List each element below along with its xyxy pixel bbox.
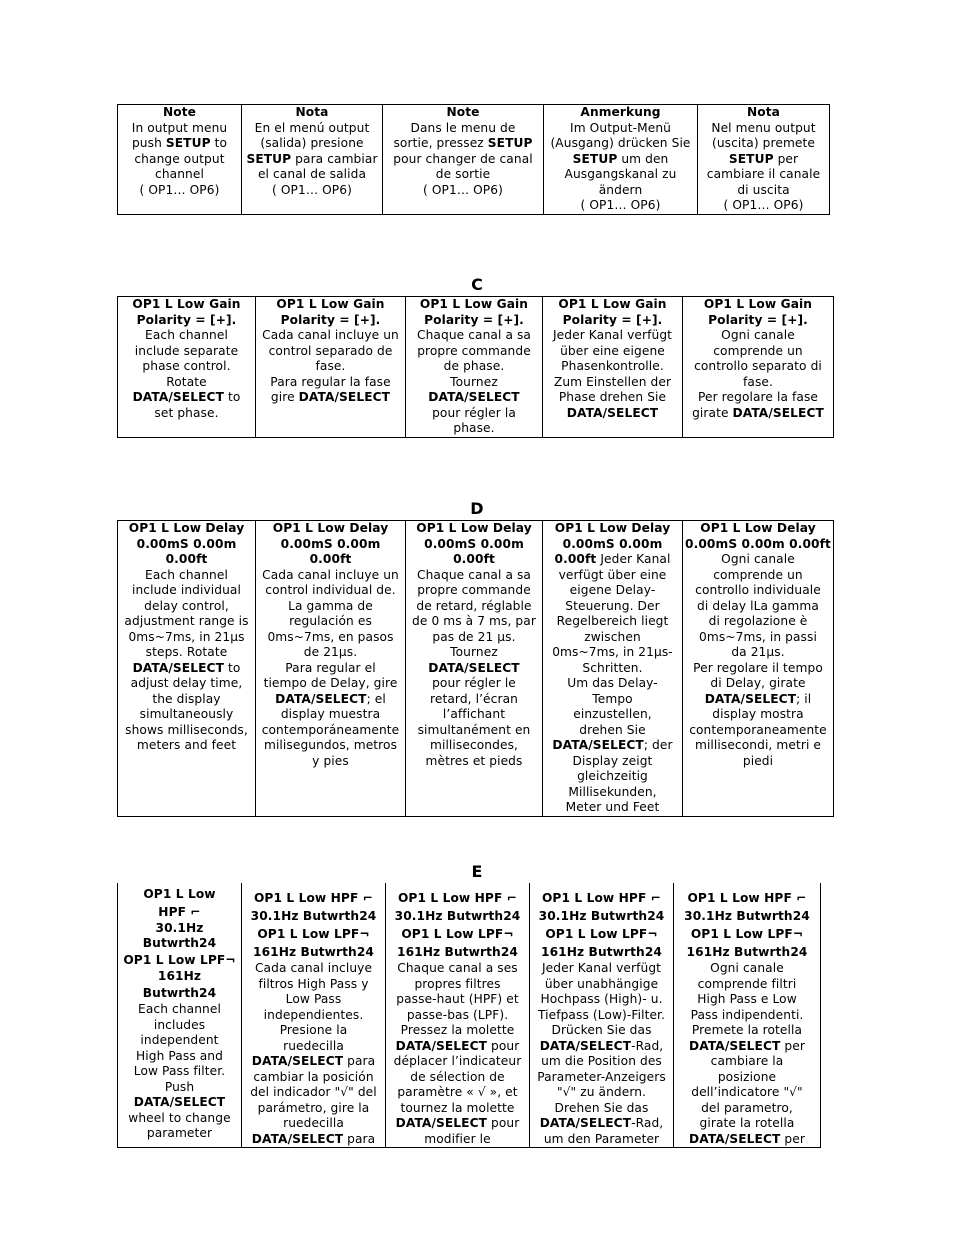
cell-text-line: Cada canal incluye un bbox=[262, 328, 399, 342]
cell-text-line: dell’indicatore "√" bbox=[691, 1085, 803, 1099]
cell-text-line: pour régler la bbox=[432, 405, 516, 420]
note-cell-es: Nota En el menú output (salida) presione SETUP para cambiar el canal de salida ( OP1… OP6) bbox=[242, 105, 383, 215]
cell-text-line: Jeder Kanal verfügt bbox=[552, 328, 673, 342]
cell-text-line: di regolazione è bbox=[708, 614, 808, 628]
section-e-cell-en bbox=[118, 883, 242, 1148]
cell-text-line: comprende un bbox=[713, 567, 803, 582]
note-cell-de: Anmerkung Im Output-Menü (Ausgang) drücken Sie SETUP um den Ausgangskanal zu ändern ( OP1… OP6) bbox=[544, 105, 698, 215]
cell-text-line: includes bbox=[153, 1017, 206, 1032]
cell-text-line: Ogni canale bbox=[721, 328, 795, 342]
cell-text-line: Push bbox=[164, 1079, 195, 1094]
cell-heading: 161Hz Butwrth24 bbox=[686, 945, 808, 959]
cell-text-line: de 0 ms à 7 ms, par bbox=[412, 614, 536, 628]
cell-heading: 0.00ft bbox=[165, 552, 208, 566]
cell-text-line: ruedecilla bbox=[283, 1038, 344, 1053]
cell-text-line: retard, l’écran bbox=[430, 691, 518, 706]
cell-text-line: l’affichant bbox=[442, 707, 506, 721]
cell-text-line: drehen Sie bbox=[579, 722, 646, 737]
cell-text-line: set phase. bbox=[154, 405, 219, 420]
table-row bbox=[118, 105, 830, 215]
cell-text-line: 0ms~7ms, in 21µs bbox=[128, 629, 245, 644]
cell-text-line: Chaque canal a sa bbox=[416, 328, 532, 342]
cell-text-line: Zum Einstellen der bbox=[553, 374, 672, 389]
note-text-line: di uscita bbox=[737, 182, 790, 197]
note-text-line: Nel menu output bbox=[711, 120, 816, 135]
note-heading: Nota bbox=[295, 105, 329, 119]
section-d-cell-it: OP1 L Low Delay 0.00mS 0.00m 0.00ft Ogni canale comprende un controllo individuale di delay lLa gamma di regolazione è 0ms~7ms, in passi da 21µs. Per regolare il tempo di Delay, girate DATA/SELECT; il display mostra contemporaneamente millisecondi, metri e piedi bbox=[683, 521, 834, 817]
cell-heading: OP1 L Low bbox=[143, 887, 216, 901]
cell-heading: OP1 L Low Delay bbox=[272, 521, 389, 535]
cell-text-line: 0ms~7ms, en pasos bbox=[267, 629, 394, 644]
cell-text-line: phase. bbox=[453, 421, 495, 435]
note-text-line: ( OP1… OP6) bbox=[139, 182, 220, 197]
note-table bbox=[117, 104, 830, 215]
cell-text-line: contemporaneamente bbox=[689, 722, 827, 737]
cell-heading: OP1 L Low HPF ⌐ bbox=[687, 891, 807, 905]
cell-heading: OP1 L Low Delay bbox=[416, 521, 532, 535]
cell-text-line: mètres et pieds bbox=[425, 753, 523, 768]
cell-heading: OP1 L Low HPF ⌐ bbox=[397, 891, 518, 905]
cell-text-line: posizione bbox=[717, 1069, 777, 1084]
cell-text-line: Meter und Feet bbox=[565, 800, 660, 814]
cell-text-line: Ogni canale bbox=[710, 961, 784, 975]
cell-heading: OP1 L Low LPF¬ bbox=[401, 927, 514, 941]
cell-heading: OP1 L Low Gain bbox=[703, 297, 813, 311]
cell-text-line: parámetro, gire la bbox=[257, 1100, 370, 1115]
cell-heading: 161Hz Butwrth24 bbox=[396, 945, 518, 959]
section-d-cell-fr bbox=[406, 521, 543, 817]
cell-text-line: piedi bbox=[742, 753, 774, 768]
note-heading: Note bbox=[446, 105, 480, 119]
cell-text-line: Premete la rotella bbox=[691, 1023, 803, 1037]
note-text-line: cambiare il canale bbox=[706, 167, 821, 181]
cell-text-line: Each channel bbox=[145, 567, 228, 582]
cell-text-line: Display zeigt bbox=[572, 753, 653, 768]
note-text-line: ( OP1… OP6) bbox=[580, 198, 661, 212]
cell-text-line: Drehen Sie das bbox=[554, 1100, 649, 1115]
cell-text-line: passe-bas (LPF). bbox=[406, 1007, 509, 1022]
note-cell-fr: Note Dans le menu de sortie, pressez SETUP pour changer de canal de sortie ( OP1… OP6) bbox=[383, 105, 544, 215]
cell-keyword: DATA/SELECT bbox=[566, 405, 659, 420]
section-d-cell-en: OP1 L Low Delay 0.00mS 0.00m 0.00ft Each channel include individual delay control, adjustment range is 0ms~7ms, in 21µs steps. Rotate DATA/SELECT to adjust delay time, the display simultaneously shows milliseconds, meters and feet bbox=[118, 521, 256, 817]
cell-text-line: display mostra bbox=[712, 707, 804, 721]
cell-heading: Polarity = [+]. bbox=[280, 312, 381, 327]
cell-text-line: Um das Delay- bbox=[567, 676, 658, 690]
cell-text-line: controllo individuale bbox=[695, 583, 821, 597]
cell-text-line: Para regular el bbox=[285, 660, 376, 675]
cell-text-line: millisecondi, metri e bbox=[694, 738, 822, 752]
cell-keyword: DATA/SELECT bbox=[133, 1095, 226, 1109]
cell-text-line: display muestra bbox=[280, 707, 381, 721]
note-text-line: change output bbox=[134, 151, 225, 166]
table-row bbox=[118, 521, 834, 817]
cell-text-line: fase. bbox=[315, 359, 346, 373]
cell-heading: 30.1Hz Butwrth24 bbox=[250, 909, 377, 923]
cell-text-line: include separate bbox=[134, 343, 239, 358]
table-row bbox=[118, 297, 834, 438]
cell-heading: OP1 L Low Gain bbox=[132, 297, 241, 311]
cell-heading: Polarity = [+]. bbox=[708, 312, 808, 327]
note-text-line: (salida) presione bbox=[260, 136, 364, 150]
cell-heading: Polarity = [+]. bbox=[424, 312, 524, 327]
cell-heading: 30.1Hz Butwrth24 bbox=[684, 909, 810, 923]
cell-heading: OP1 L Low Gain bbox=[276, 297, 385, 311]
note-text-line: In output menu bbox=[131, 120, 228, 135]
cell-text-line: Cada canal incluye un bbox=[262, 567, 399, 582]
cell-text-line: High Pass e Low bbox=[697, 992, 797, 1006]
note-text-line: el canal de salida bbox=[257, 167, 367, 181]
note-text-line: Im Output-Menü bbox=[570, 120, 671, 135]
cell-text-line: de phase. bbox=[443, 359, 505, 373]
cell-text-line: paramètre « √ », et bbox=[397, 1085, 518, 1099]
section-e-title: E bbox=[471, 862, 483, 881]
cell-text-line: eigene Delay- bbox=[569, 583, 656, 597]
note-text-line: ( OP1… OP6) bbox=[272, 182, 352, 197]
cell-text-line: tiempo de Delay, gire bbox=[263, 676, 398, 690]
cell-text-line: über unabhängige bbox=[544, 976, 659, 991]
section-e-cell-es: OP1 L Low HPF ⌐ 30.1Hz Butwrth24 OP1 L Low LPF¬ 161Hz Butwrth24 Cada canal incluye filtros High Pass y Low Pass independientes. Presione la ruedecilla DATA/SELECT para cambiar la posición del indicador "√" del parámetro, gire la ruedecilla DATA/SELECT para bbox=[242, 883, 386, 1148]
cell-heading: Polarity = [+]. bbox=[562, 312, 663, 327]
cell-text-line: Millisekunden, bbox=[568, 784, 657, 799]
note-text-line: (uscita) premete bbox=[711, 136, 815, 150]
note-text-line: pour changer de canal bbox=[393, 151, 533, 166]
cell-text-line: Phase drehen Sie bbox=[558, 390, 667, 404]
cell-heading: OP1 L Low Gain bbox=[419, 297, 529, 311]
section-e-cell-it: OP1 L Low HPF ⌐ 30.1Hz Butwrth24 OP1 L Low LPF¬ 161Hz Butwrth24 Ogni canale comprende filtri High Pass e Low Pass indipendenti. Premete la rotella DATA/SELECT per cambiare la posizione dell’indicatore "√" del parametro, girate la rotella DATA/SELECT per bbox=[674, 883, 821, 1148]
table-row bbox=[118, 883, 821, 1148]
cell-heading: 161Hz Butwrth24 bbox=[540, 945, 662, 959]
cell-text-line: wheel to change bbox=[128, 1110, 231, 1125]
cell-text-line: Each channel bbox=[138, 1002, 221, 1016]
cell-heading: OP1 L Low Delay bbox=[700, 521, 816, 535]
section-d-cell-de: OP1 L Low Delay 0.00mS 0.00m 0.00ft Jeder Kanal verfügt über eine eigene Delay- Steuerung. Der Regelbereich liegt zwischen 0ms~7ms, in 21µs- Schritten. Um das Delay- Tempo einzustellen, drehen Sie DATA/SELECT; der Display zeigt gleichzeitig Millisekunden, Meter und Feet bbox=[543, 521, 683, 817]
note-text-line: channel bbox=[155, 167, 204, 181]
cell-text-line: de sélection de bbox=[410, 1069, 505, 1084]
cell-heading: OP1 L Low LPF¬ bbox=[123, 953, 236, 967]
cell-heading: 30.1Hz Butwrth24 bbox=[394, 909, 521, 923]
cell-heading: OP1 L Low LPF¬ bbox=[690, 927, 804, 941]
cell-text-line: Regelbereich liegt bbox=[556, 614, 669, 628]
cell-text-line: contemporáneamente bbox=[261, 722, 400, 737]
cell-text-line: adjust delay time, bbox=[130, 676, 243, 690]
note-text-line: ändern bbox=[598, 182, 643, 197]
cell-text-line: La gamma de bbox=[288, 598, 373, 613]
section-c-cell-it: OP1 L Low Gain Polarity = [+]. Ogni canale comprende un controllo separato di fase. Per regolare la fase girate DATA/SELECT bbox=[683, 297, 834, 438]
cell-text-line: Para regular la fase bbox=[270, 374, 391, 389]
cell-text-line: Tournez bbox=[450, 645, 498, 659]
section-c-cell-de bbox=[543, 297, 683, 438]
cell-text-line: include individual bbox=[132, 583, 241, 597]
section-e-cell-de: OP1 L Low HPF ⌐ 30.1Hz Butwrth24 OP1 L Low LPF¬ 161Hz Butwrth24 Jeder Kanal verfügt über unabhängige Hochpass (High)- u. Tiefpass (Low)-Filter. Drücken Sie das DATA/SELECT-Rad, um die Position des Parameter-Anzeigers "√" zu ändern. Drehen Sie das DATA/SELECT-Rad, um den Parameter bbox=[530, 883, 674, 1148]
cell-text-line: um die Position des bbox=[541, 1054, 662, 1068]
cell-text-line: independientes. bbox=[263, 1007, 364, 1022]
cell-heading: OP1 L Low Delay bbox=[128, 521, 245, 535]
cell-heading: OP1 L Low LPF¬ bbox=[257, 927, 370, 941]
cell-text-line: the display bbox=[152, 691, 221, 706]
cell-text-line: de retard, réglable bbox=[416, 598, 532, 613]
cell-text-line: Jeder Kanal verfügt bbox=[541, 961, 662, 975]
cell-text-line: einzustellen, bbox=[573, 707, 652, 721]
cell-heading: OP1 L Low LPF¬ bbox=[545, 927, 658, 941]
cell-text-line: cambiar la posición bbox=[253, 1069, 374, 1084]
note-text-line: de sortie bbox=[435, 167, 491, 181]
cell-heading: 161Hz bbox=[157, 969, 202, 983]
cell-text-line: da 21µs. bbox=[731, 645, 785, 659]
section-c-table bbox=[117, 296, 834, 438]
cell-text-line: delay control, bbox=[144, 598, 229, 613]
cell-text-line: Per regolare il tempo bbox=[693, 660, 823, 675]
cell-text-line: comprende un bbox=[713, 343, 803, 358]
cell-text-line: simultanément en bbox=[417, 722, 531, 737]
note-text-line: Ausgangskanal zu bbox=[564, 167, 677, 181]
cell-text-line: déplacer l’indicateur bbox=[393, 1054, 522, 1068]
section-d-table bbox=[117, 520, 834, 817]
note-text-line: ( OP1… OP6) bbox=[723, 198, 804, 212]
cell-text-line: de 21µs. bbox=[303, 645, 358, 659]
cell-heading: 161Hz Butwrth24 bbox=[252, 945, 374, 959]
section-c-cell-es: OP1 L Low Gain Polarity = [+]. Cada canal incluye un control separado de fase. Para regular la fase gire DATA/SELECT bbox=[256, 297, 406, 438]
cell-text-line: di Delay, girate bbox=[710, 676, 806, 690]
note-text-line: ( OP1… OP6) bbox=[423, 182, 503, 197]
cell-heading: 30.1Hz bbox=[155, 921, 204, 935]
cell-heading: OP1 L Low Gain bbox=[558, 297, 667, 311]
cell-text-line: um den Parameter bbox=[543, 1131, 660, 1146]
cell-text-line: shows milliseconds, bbox=[125, 722, 248, 737]
cell-text-line: Tiefpass (Low)-Filter. bbox=[537, 1007, 666, 1022]
cell-heading: 0.00ft bbox=[453, 552, 495, 566]
cell-text-line: 0ms~7ms, in 21µs- bbox=[552, 645, 673, 659]
section-c-cell-en: OP1 L Low Gain Polarity = [+]. Each channel include separate phase control. Rotate DATA/SELECT to set phase. bbox=[118, 297, 256, 438]
cell-text-line: passe-haut (HPF) et bbox=[396, 992, 519, 1006]
cell-text-line: modifier le bbox=[424, 1131, 491, 1146]
cell-text-line: verfügt über eine bbox=[558, 567, 667, 582]
cell-text-line: millisecondes, bbox=[429, 738, 518, 752]
cell-keyword: DATA/SELECT bbox=[428, 660, 520, 675]
cell-heading: 30.1Hz Butwrth24 bbox=[538, 909, 665, 923]
cell-text-line: cambiare la bbox=[710, 1054, 784, 1068]
section-e-table bbox=[117, 883, 821, 1148]
cell-heading: 0.00mS 0.00m bbox=[424, 536, 524, 551]
cell-text-line: Hochpass (High)- u. bbox=[540, 992, 663, 1006]
section-d-cell-es: OP1 L Low Delay 0.00mS 0.00m 0.00ft Cada canal incluye un control individual de. La gamma de regulación es 0ms~7ms, en pasos de 21µs. Para regular el tiempo de Delay, gire DATA/SELECT; el display muestra contemporáneamente milisegundos, metros y pies bbox=[256, 521, 406, 817]
cell-heading: OP1 L Low HPF ⌐ bbox=[541, 891, 662, 905]
note-heading: Nota bbox=[746, 105, 781, 119]
cell-heading: 0.00mS 0.00m 0.00ft bbox=[685, 536, 831, 551]
cell-text-line: Rotate bbox=[166, 374, 207, 389]
cell-text-line: Presione la bbox=[279, 1023, 348, 1037]
note-text-line: (Ausgang) drücken Sie bbox=[550, 136, 691, 150]
cell-text-line: y pies bbox=[312, 753, 349, 768]
cell-text-line: Cada canal incluye bbox=[254, 961, 373, 975]
cell-heading: Polarity = [+]. bbox=[136, 312, 237, 327]
cell-text-line: zwischen bbox=[584, 629, 641, 644]
cell-text-line: Chaque canal a ses bbox=[397, 961, 518, 975]
cell-text-line: propre commande bbox=[417, 583, 531, 597]
cell-heading: Butwrth24 bbox=[142, 936, 217, 950]
cell-text-line: Tournez bbox=[450, 374, 498, 389]
cell-text-line: Each channel bbox=[145, 328, 228, 342]
cell-text-line: di delay lLa gamma bbox=[697, 598, 819, 613]
cell-text-line: fase. bbox=[743, 374, 773, 389]
cell-text-line: ruedecilla bbox=[283, 1116, 344, 1130]
cell-heading: OP1 L Low HPF ⌐ bbox=[253, 891, 374, 905]
note-text-line: En el menú output bbox=[254, 120, 370, 135]
cell-text-line: regulación es bbox=[289, 614, 372, 628]
cell-text-line: adjustment range is bbox=[124, 614, 249, 628]
cell-text-line: Parameter-Anzeigers bbox=[537, 1069, 666, 1084]
cell-heading: 0.00mS 0.00m 0.00ft bbox=[280, 536, 381, 566]
cell-text-line: parameter bbox=[146, 1126, 213, 1140]
cell-heading: Butwrth24 bbox=[142, 986, 217, 1000]
cell-text-line: über eine eigene bbox=[560, 343, 665, 358]
cell-text-line: Pass indipendenti. bbox=[690, 1007, 804, 1022]
cell-text-line: controllo separato di bbox=[694, 359, 822, 373]
note-heading: Anmerkung bbox=[580, 105, 661, 119]
cell-text-line: propres filtres bbox=[414, 976, 501, 991]
cell-text-line: High Pass and bbox=[136, 1048, 223, 1063]
cell-keyword: DATA/SELECT bbox=[428, 390, 520, 404]
section-c-cell-fr bbox=[406, 297, 543, 438]
note-cell-it: Nota Nel menu output (uscita) premete SETUP per cambiare il canale di uscita ( OP1… OP6) bbox=[698, 105, 830, 215]
cell-text-line: girate la rotella bbox=[699, 1116, 795, 1130]
cell-text-line: Tempo bbox=[592, 691, 633, 706]
cell-text-line: independent bbox=[140, 1033, 219, 1047]
cell-heading: 0.00mS 0.00m bbox=[136, 536, 237, 551]
note-text-line: Dans le menu de bbox=[410, 120, 516, 135]
note-heading: Note bbox=[162, 105, 197, 119]
cell-text-line: Ogni canale bbox=[721, 552, 795, 566]
cell-text-line: control separado de bbox=[268, 343, 393, 358]
section-e-cell-fr: OP1 L Low HPF ⌐ 30.1Hz Butwrth24 OP1 L Low LPF¬ 161Hz Butwrth24 Chaque canal a ses propres filtres passe-haut (HPF) et passe-bas (LPF). Pressez la molette DATA/SELECT pour déplacer l’indicateur de sélection de paramètre « √ », et tournez la molette DATA/SELECT pour modifier le bbox=[386, 883, 530, 1148]
cell-text-line: filtros High Pass y bbox=[258, 976, 369, 991]
cell-text-line: Chaque canal a sa bbox=[416, 567, 532, 582]
cell-text-line: milisegundos, metros bbox=[263, 738, 398, 752]
cell-text-line: del parametro, bbox=[701, 1100, 793, 1115]
cell-heading: HPF ⌐ bbox=[158, 905, 201, 919]
cell-heading: OP1 L Low Delay bbox=[554, 521, 671, 535]
cell-text-line: comprende filtri bbox=[697, 976, 797, 991]
cell-text-line: "√" zu ändern. bbox=[556, 1085, 647, 1099]
cell-text-line: Steuerung. Der bbox=[565, 598, 660, 613]
cell-text-line: tournez la molette bbox=[400, 1100, 515, 1115]
cell-text-line: meters and feet bbox=[136, 738, 237, 752]
cell-text-line: propre commande bbox=[417, 343, 531, 358]
cell-text-line: Pressez la molette bbox=[400, 1023, 515, 1037]
cell-text-line: gleichzeitig bbox=[577, 769, 648, 783]
cell-text-line: Per regolare la fase bbox=[697, 390, 819, 404]
cell-text-line: phase control. bbox=[142, 359, 231, 373]
cell-text-line: del indicador "√" del bbox=[250, 1085, 377, 1099]
cell-text-line: pour régler le bbox=[432, 676, 516, 690]
cell-text-line: 0ms~7ms, in passi bbox=[699, 629, 817, 644]
cell-text-line: pas de 21 µs. bbox=[432, 629, 516, 644]
cell-text-line: simultaneously bbox=[139, 707, 234, 721]
cell-text-line: steps. Rotate bbox=[145, 645, 228, 659]
cell-text-line: Low Pass bbox=[285, 992, 342, 1006]
section-d-title: D bbox=[470, 499, 484, 518]
cell-text-line: control individual de. bbox=[265, 583, 396, 597]
note-cell-en: Note In output menu push SETUP to change output channel ( OP1… OP6) bbox=[118, 105, 242, 215]
section-c-title: C bbox=[471, 275, 483, 294]
cell-text-line: Schritten. bbox=[582, 660, 643, 675]
cell-text-line: Low Pass filter. bbox=[133, 1064, 226, 1078]
cell-heading: 0.00mS 0.00m bbox=[562, 536, 663, 551]
cell-text-line: Drücken Sie das bbox=[551, 1023, 652, 1037]
cell-text-line: Phasenkontrolle. bbox=[561, 359, 664, 373]
